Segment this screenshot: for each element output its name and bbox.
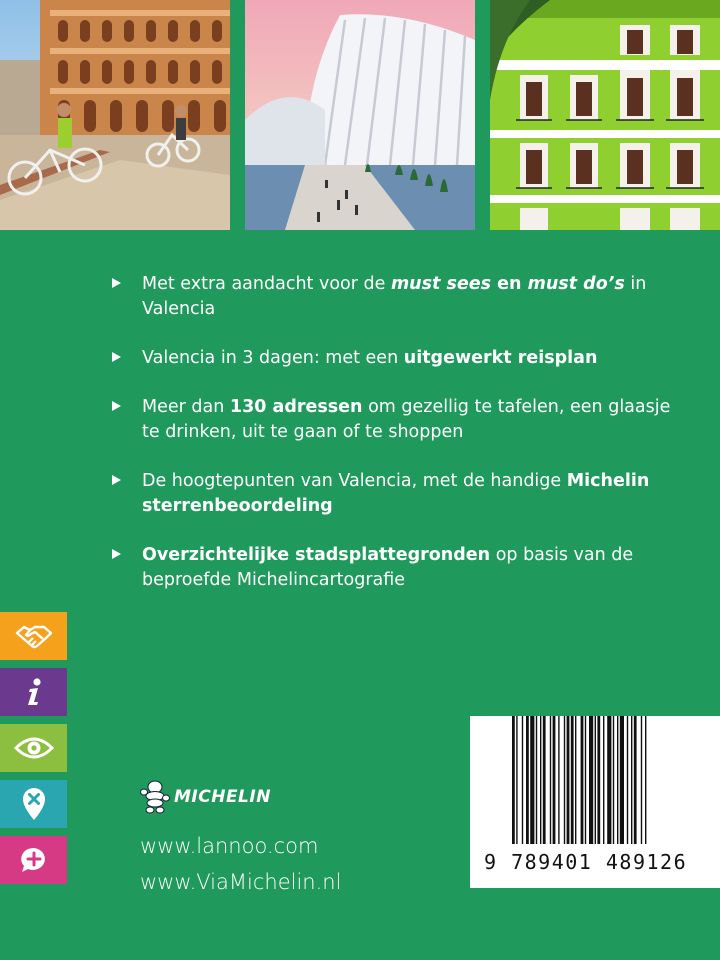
feature-bullet	[112, 346, 672, 371]
feature-bullet	[112, 395, 672, 445]
bullet-arrow-icon	[112, 475, 121, 485]
barcode-bar	[631, 716, 632, 844]
barcode-bar	[627, 716, 628, 844]
bullet-text: om gezellig te tafelen, een glaasje te drinken, uit te gaan of te shoppen	[142, 397, 671, 442]
barcode-bar	[585, 716, 586, 844]
michelin-logo-text: MICHELIN	[174, 787, 271, 807]
tab-practical[interactable]	[0, 612, 67, 660]
chat-plus-icon	[19, 845, 49, 875]
publisher-urls	[140, 828, 341, 900]
bullet-arrow-icon	[112, 352, 121, 362]
isbn-number: 9 789401 489126	[484, 850, 688, 874]
bullet-text: De hoogtepunten van Valencia, met de handige	[142, 471, 567, 491]
bullet-arrow-icon	[112, 278, 121, 288]
barcode-bar	[553, 716, 556, 844]
barcode-bar	[567, 716, 570, 844]
feature-bullet	[112, 272, 672, 322]
barcode-bar	[617, 716, 618, 844]
barcode-bar	[597, 716, 600, 844]
feature-bullet-list	[112, 272, 672, 617]
city-of-arts-and-sciences-photo	[245, 0, 475, 230]
tab-sights[interactable]	[0, 724, 67, 772]
barcode-bar	[575, 716, 576, 844]
barcode-bar	[516, 716, 517, 844]
lannoo-url[interactable]: www.lannoo.com	[140, 834, 319, 858]
barcode	[470, 716, 720, 888]
bullet-text: Valencia in 3 dagen: met een	[142, 348, 404, 368]
barcode-bar	[536, 716, 537, 844]
bullet-text: op basis van de beproefde Michelincartografie	[142, 545, 634, 590]
bullet-text: en	[491, 274, 528, 294]
barcode-bar	[607, 716, 611, 844]
bullet-text: must sees	[390, 274, 492, 294]
bullet-text: Met extra aandacht voor de	[142, 274, 391, 294]
tab-addresses[interactable]	[0, 780, 67, 828]
barcode-bar	[540, 716, 541, 844]
bullet-arrow-icon	[112, 401, 121, 411]
map-pin-close-icon	[21, 787, 47, 821]
feature-bullet	[112, 543, 672, 593]
info-icon	[24, 677, 44, 707]
barcode-bar	[558, 716, 559, 844]
michelin-man-icon	[140, 780, 170, 814]
barcode-bar	[634, 716, 637, 844]
barcode-bar	[571, 716, 574, 844]
michelin-logo	[140, 780, 271, 814]
barcode-bar	[522, 716, 523, 844]
tab-extra[interactable]	[0, 836, 67, 884]
barcode-bar	[645, 716, 646, 844]
feature-bullet	[112, 469, 672, 519]
bullet-text: Meer dan	[142, 397, 230, 417]
barcode-bar	[526, 716, 529, 844]
bullet-text: must do’s	[527, 274, 625, 294]
barcode-bar	[620, 716, 624, 844]
barcode-bar	[550, 716, 551, 844]
barcode-bar	[595, 716, 596, 844]
barcode-bar	[543, 716, 546, 844]
handshake-icon	[15, 621, 53, 651]
bullet-text: Michelin sterrenbeoordeling	[142, 471, 650, 516]
barcode-bar	[589, 716, 593, 844]
photo-strip	[0, 0, 720, 230]
barcode-bar	[530, 716, 534, 844]
bullring-cyclists-photo	[0, 0, 230, 230]
barcode-bar	[512, 716, 515, 844]
bullet-text: 130 adressen	[229, 397, 363, 417]
tab-info[interactable]	[0, 668, 67, 716]
section-tabs	[0, 612, 68, 892]
bullet-text: in Valencia	[142, 274, 647, 319]
green-facade-building-photo	[490, 0, 720, 230]
eye-icon	[14, 736, 54, 760]
bullet-text: uitgewerkt reisplan	[403, 348, 598, 368]
barcode-bar	[613, 716, 614, 844]
barcode-bar	[564, 716, 565, 844]
barcode-bar	[603, 716, 604, 844]
bullet-arrow-icon	[112, 549, 121, 559]
bullet-text: Overzichtelijke stadsplattegronden	[142, 545, 491, 565]
barcode-bars	[510, 716, 690, 844]
viamichelin-url[interactable]: www.ViaMichelin.nl	[140, 870, 342, 894]
barcode-bar	[581, 716, 584, 844]
barcode-bar	[641, 716, 642, 844]
